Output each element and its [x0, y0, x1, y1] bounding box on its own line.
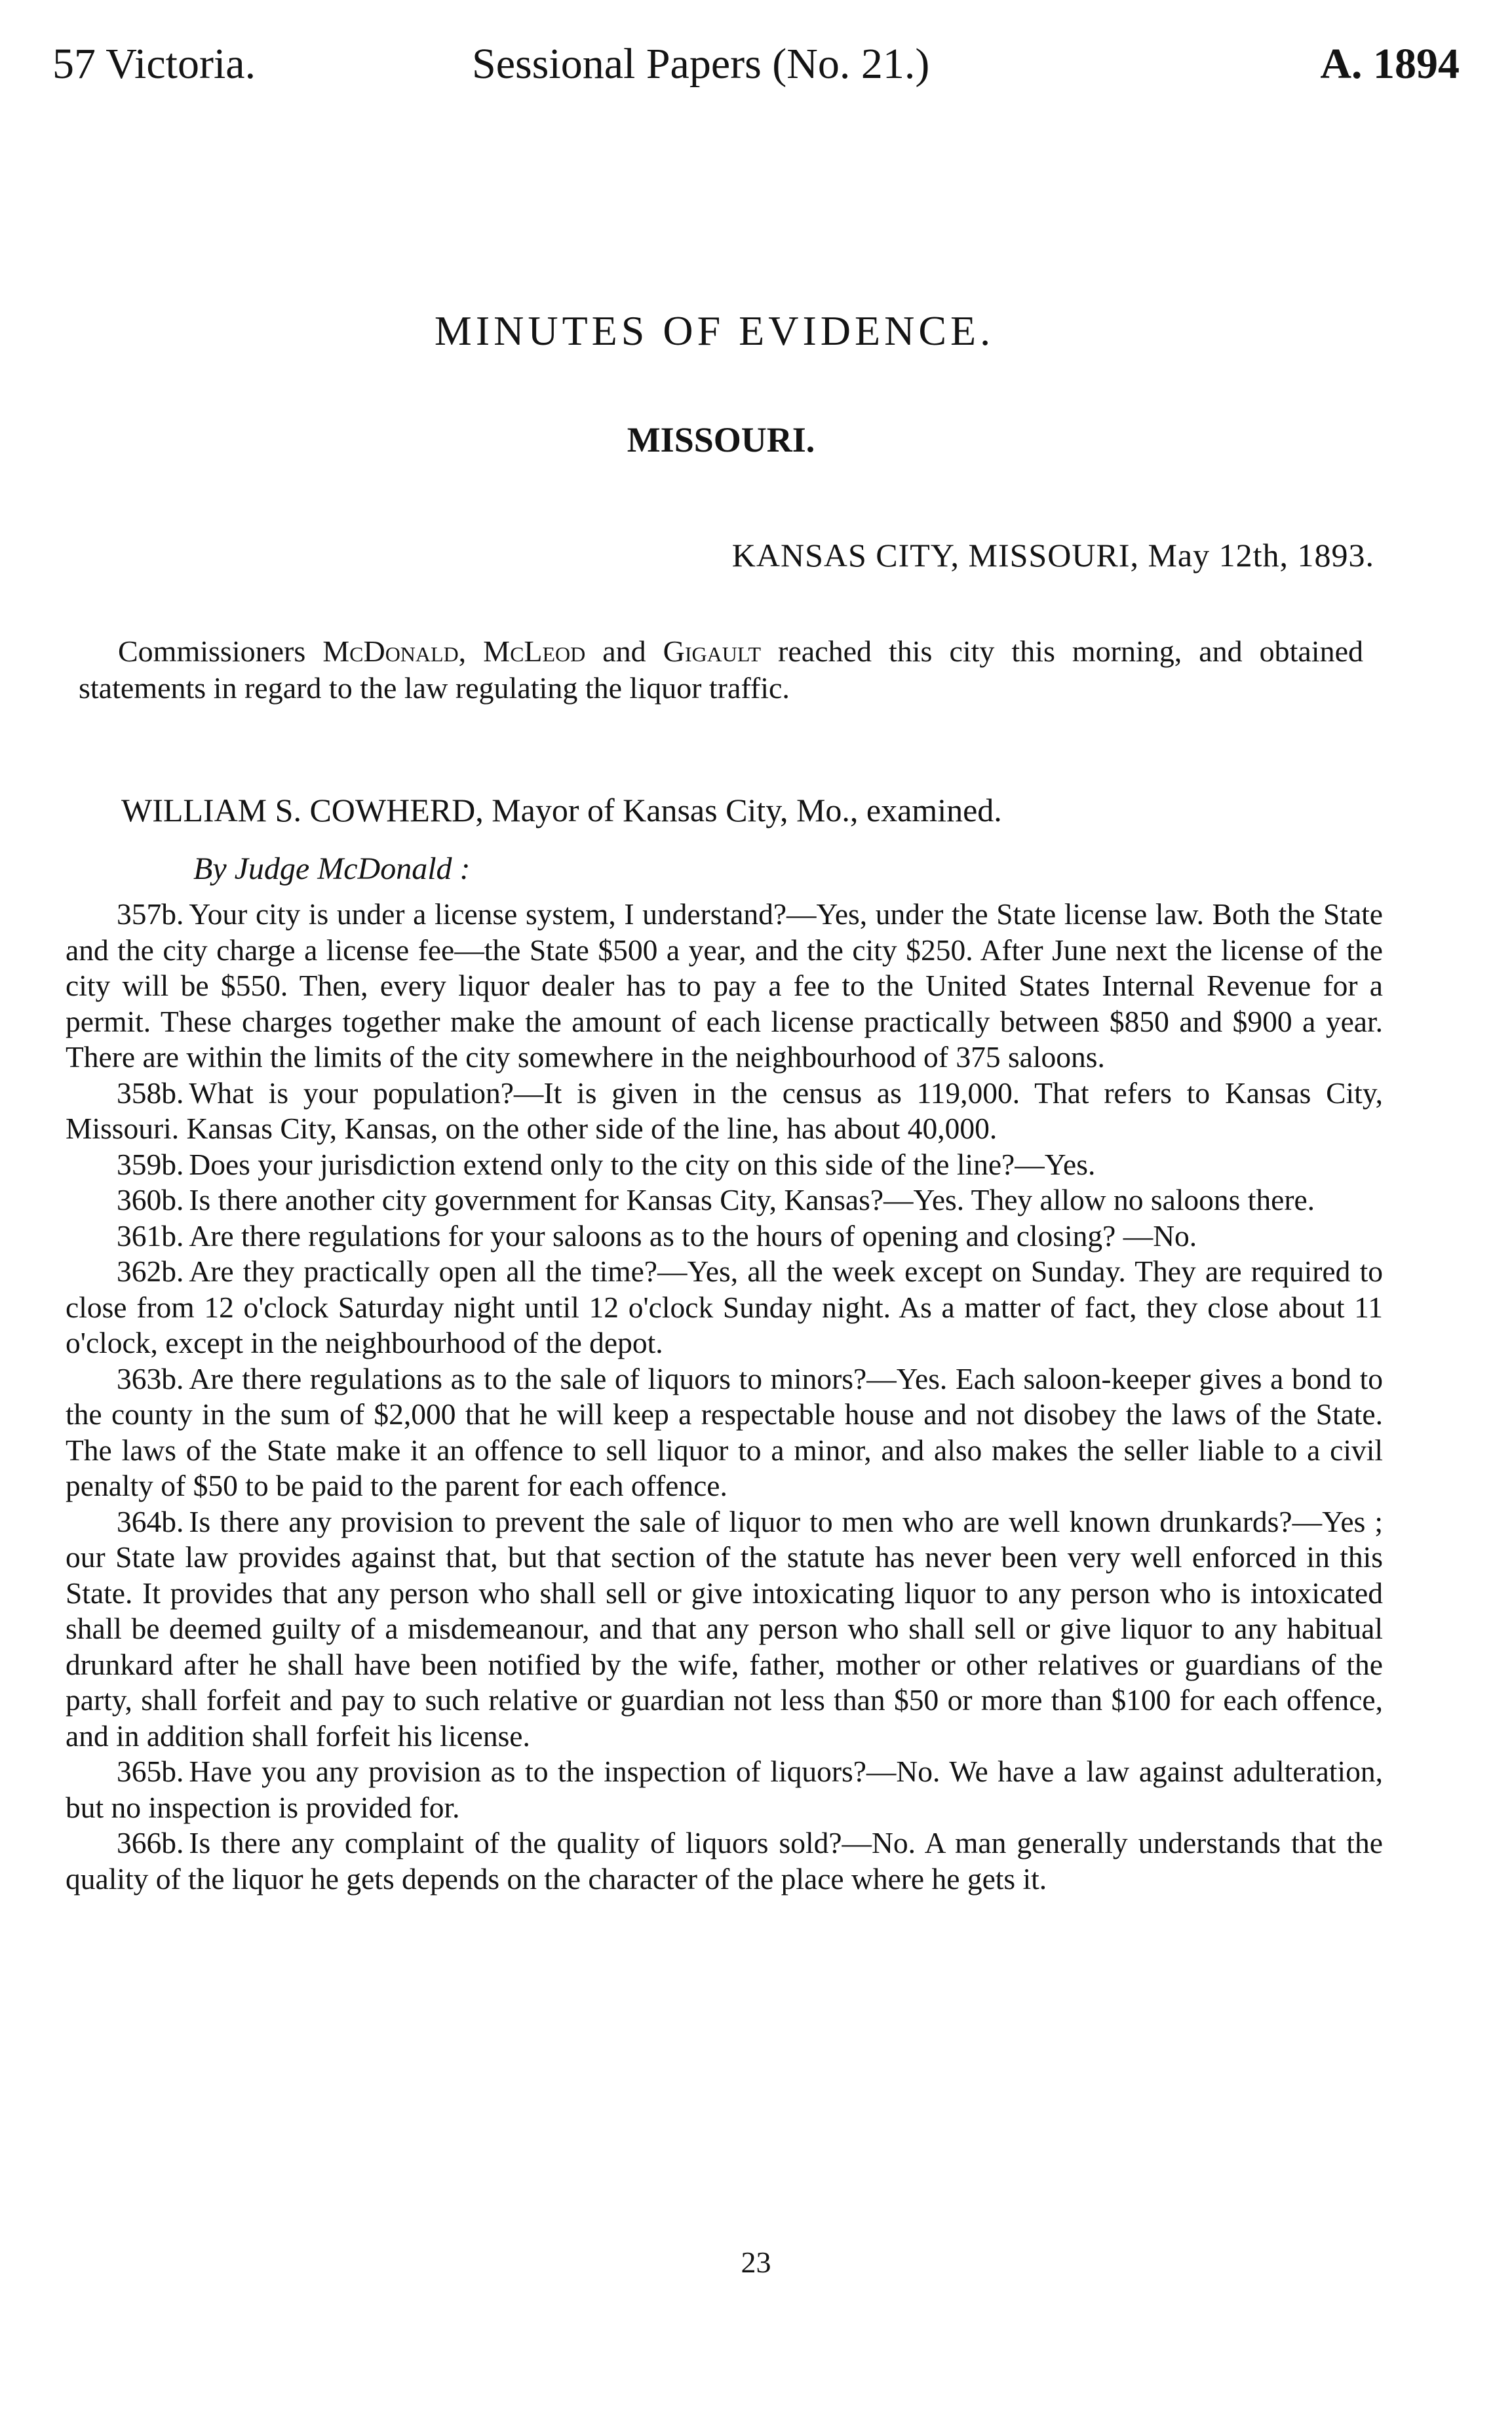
- question-number: 364b.: [117, 1504, 184, 1538]
- page-number: 23: [741, 2246, 771, 2279]
- question-number: 358b.: [117, 1076, 184, 1110]
- intro-rest: reached this city this morning, and obtained statements in regard to the law regulating the liquor traffic.: [79, 634, 1364, 705]
- intro-paragraph: [79, 633, 1363, 707]
- question-answer-text: Are they practically open all the time?—Yes, all the week except on Sunday. They are required to close from 12 o'clock Saturday night until 12 o'clock Sunday night. As a matter of fact, they close about 11 o'clock, except in the neighbourhood of the depot.: [66, 1254, 1383, 1359]
- question-answer-text: What is your population?—It is given in the census as 119,000. That refers to Kansas City, Missouri. Kansas City, Kansas, on the other side of the line, has about 40,000.: [66, 1076, 1383, 1145]
- question-answer: [66, 1147, 1383, 1183]
- question-answer-text: Is there any provision to prevent the sale of liquor to men who are well known drunkards?—Yes ; our State law provides against that, but that section of the statute has never been very well enforced in this State. It provides that any person who shall sell or give intoxicating liquor to any person who is intoxicated shall be deemed guilty of a misdemeanour, and that any person who shall sell or give liquor to any habitual drunkard after he shall have been notified by the wife, father, mother or other relatives or guardians of the party, shall forfeit and pay to such relative or guardian not less than $50 or more than $100 for each offence, and in addition shall forfeit his license.: [66, 1504, 1383, 1753]
- question-answer: [66, 1254, 1383, 1361]
- question-answer-text: Is there any complaint of the quality of liquors sold?—No. A man generally understands that the quality of the liquor he gets depends on the character of the place where he gets it.: [66, 1826, 1383, 1896]
- question-answer: [66, 897, 1383, 1076]
- question-number: 357b.: [117, 897, 184, 931]
- question-answer: [66, 1076, 1383, 1147]
- question-answer: [66, 1825, 1383, 1897]
- intro-commissioner-names: McDonald, McLeod: [322, 634, 586, 668]
- section-heading: MISSOURI.: [627, 420, 815, 459]
- question-number: 361b.: [117, 1218, 184, 1253]
- question-answer: [66, 1504, 1383, 1755]
- question-answer-text: Are there regulations as to the sale of liquors to minors?—Yes. Each saloon-keeper gives a bond to the county in the sum of $2,000 that he will keep a respectable house and not disobey the laws of the State. The laws of the State make it an offence to sell liquor to a minor, and also makes the seller liable to a civil penalty of $50 to be paid to the parent for each offence.: [66, 1361, 1383, 1502]
- question-answer-text: Have you any provision as to the inspection of liquors?—No. We have a law against adulteration, but no inspection is provided for.: [66, 1755, 1383, 1824]
- question-answer-text: Are there regulations for your saloons as to the hours of opening and closing? —No.: [189, 1218, 1197, 1253]
- question-answer: [66, 1182, 1383, 1218]
- question-number: 360b.: [117, 1183, 184, 1216]
- question-answer-text: Is there another city government for Kansas City, Kansas?—Yes. They allow no saloons there.: [189, 1183, 1315, 1216]
- question-number: 359b.: [117, 1147, 184, 1181]
- page-title: MINUTES OF EVIDENCE.: [434, 307, 995, 354]
- question-answer: [66, 1361, 1383, 1504]
- question-answer-text: Does your jurisdiction extend only to the city on this side of the line?—Yes.: [189, 1147, 1096, 1181]
- question-number: 363b.: [117, 1361, 184, 1395]
- header-volume: 57 Victoria.: [52, 40, 256, 88]
- intro-and: and: [602, 634, 646, 668]
- question-answer: [66, 1218, 1383, 1254]
- dateline: KANSAS CITY, MISSOURI, May 12th, 1893.: [731, 537, 1374, 574]
- question-number: 365b.: [117, 1755, 184, 1788]
- question-answer-text: Your city is under a license system, I understand?—Yes, under the State license law. Both the State and the city charge a license fee—the State $500 a year, and the city $250. After June next the license of the city will be $550. Then, every liquor dealer has to pay a fee to the United States Internal Revenue for a permit. These charges together make the amount of each license practically between $850 and $900 a year. There are within the limits of the city somewhere in the neighbourhood of 375 saloons.: [66, 897, 1383, 1074]
- question-number: 362b.: [117, 1254, 184, 1288]
- question-number: 366b.: [117, 1826, 184, 1859]
- intro-commissioner-last: Gigault: [663, 634, 762, 668]
- running-header: [52, 39, 1460, 98]
- header-sessional-papers: Sessional Papers (No. 21.): [472, 40, 930, 88]
- intro-lead: Commissioners: [118, 634, 306, 668]
- witness-heading: WILLIAM S. COWHERD, Mayor of Kansas City, Mo., examined.: [121, 792, 1002, 828]
- header-year: A. 1894: [1320, 40, 1460, 88]
- question-answer: [66, 1754, 1383, 1825]
- testimony-body: [66, 897, 1383, 1897]
- examiner-heading: By Judge McDonald :: [193, 851, 471, 886]
